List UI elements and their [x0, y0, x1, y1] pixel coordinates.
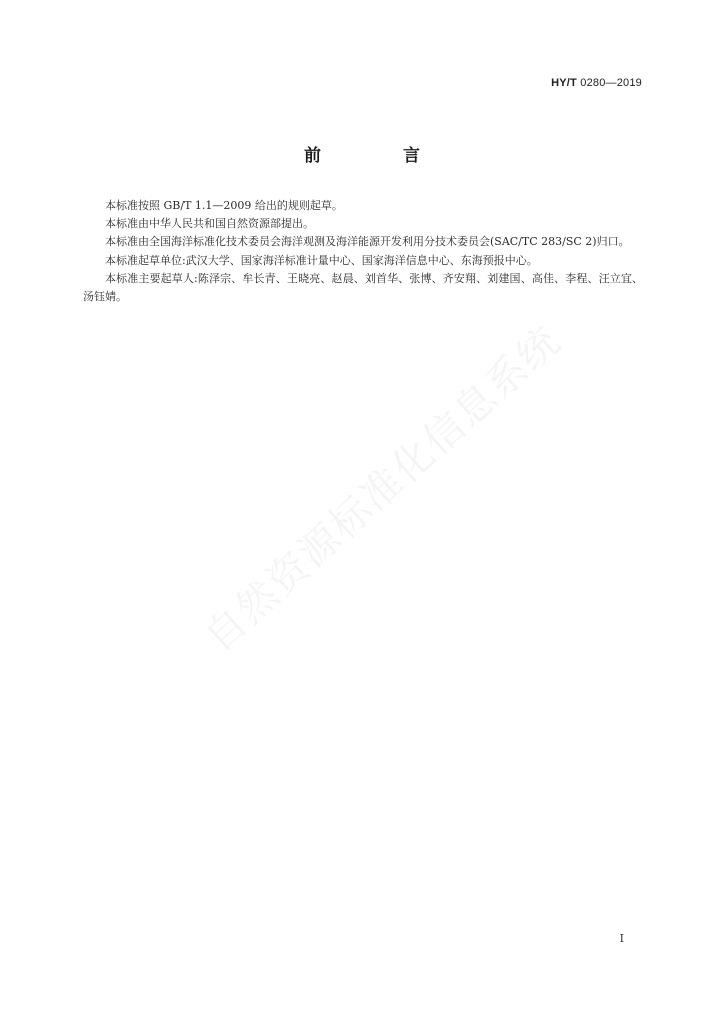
paragraph-drafting-rules: 本标准按照 GB/T 1.1—2009 给出的规则起草。: [105, 199, 343, 212]
paragraph-proposer: 本标准由中华人民共和国自然资源部提出。: [105, 217, 314, 231]
section-title-foreword: 前 言: [304, 146, 458, 166]
standard-code: [551, 77, 642, 89]
paragraph-main-drafters: 本标准主要起草人:陈泽宗、牟长青、王晓亮、赵晨、刘首华、张博、齐安翔、刘建国、高佳、李程、汪立宜、汤钰婧。: [83, 271, 643, 304]
standard-code-prefix: HY/T: [551, 77, 577, 89]
standard-code-number: 0280—2019: [580, 77, 642, 89]
page-number: I: [619, 932, 624, 945]
paragraph-drafting-organizations: 本标准起草单位:武汉大学、国家海洋标准计量中心、国家海洋信息中心、东海预报中心。: [105, 253, 538, 267]
paragraph-responsible-committee: 本标准由全国海洋标准化技术委员会海洋观测及海洋能源开发利用分技术委员会(SAC/TC 283/SC 2)归口。: [105, 235, 630, 249]
watermark: 自然资源标准化信息系统: [196, 317, 571, 661]
foreword-body: [83, 197, 643, 306]
